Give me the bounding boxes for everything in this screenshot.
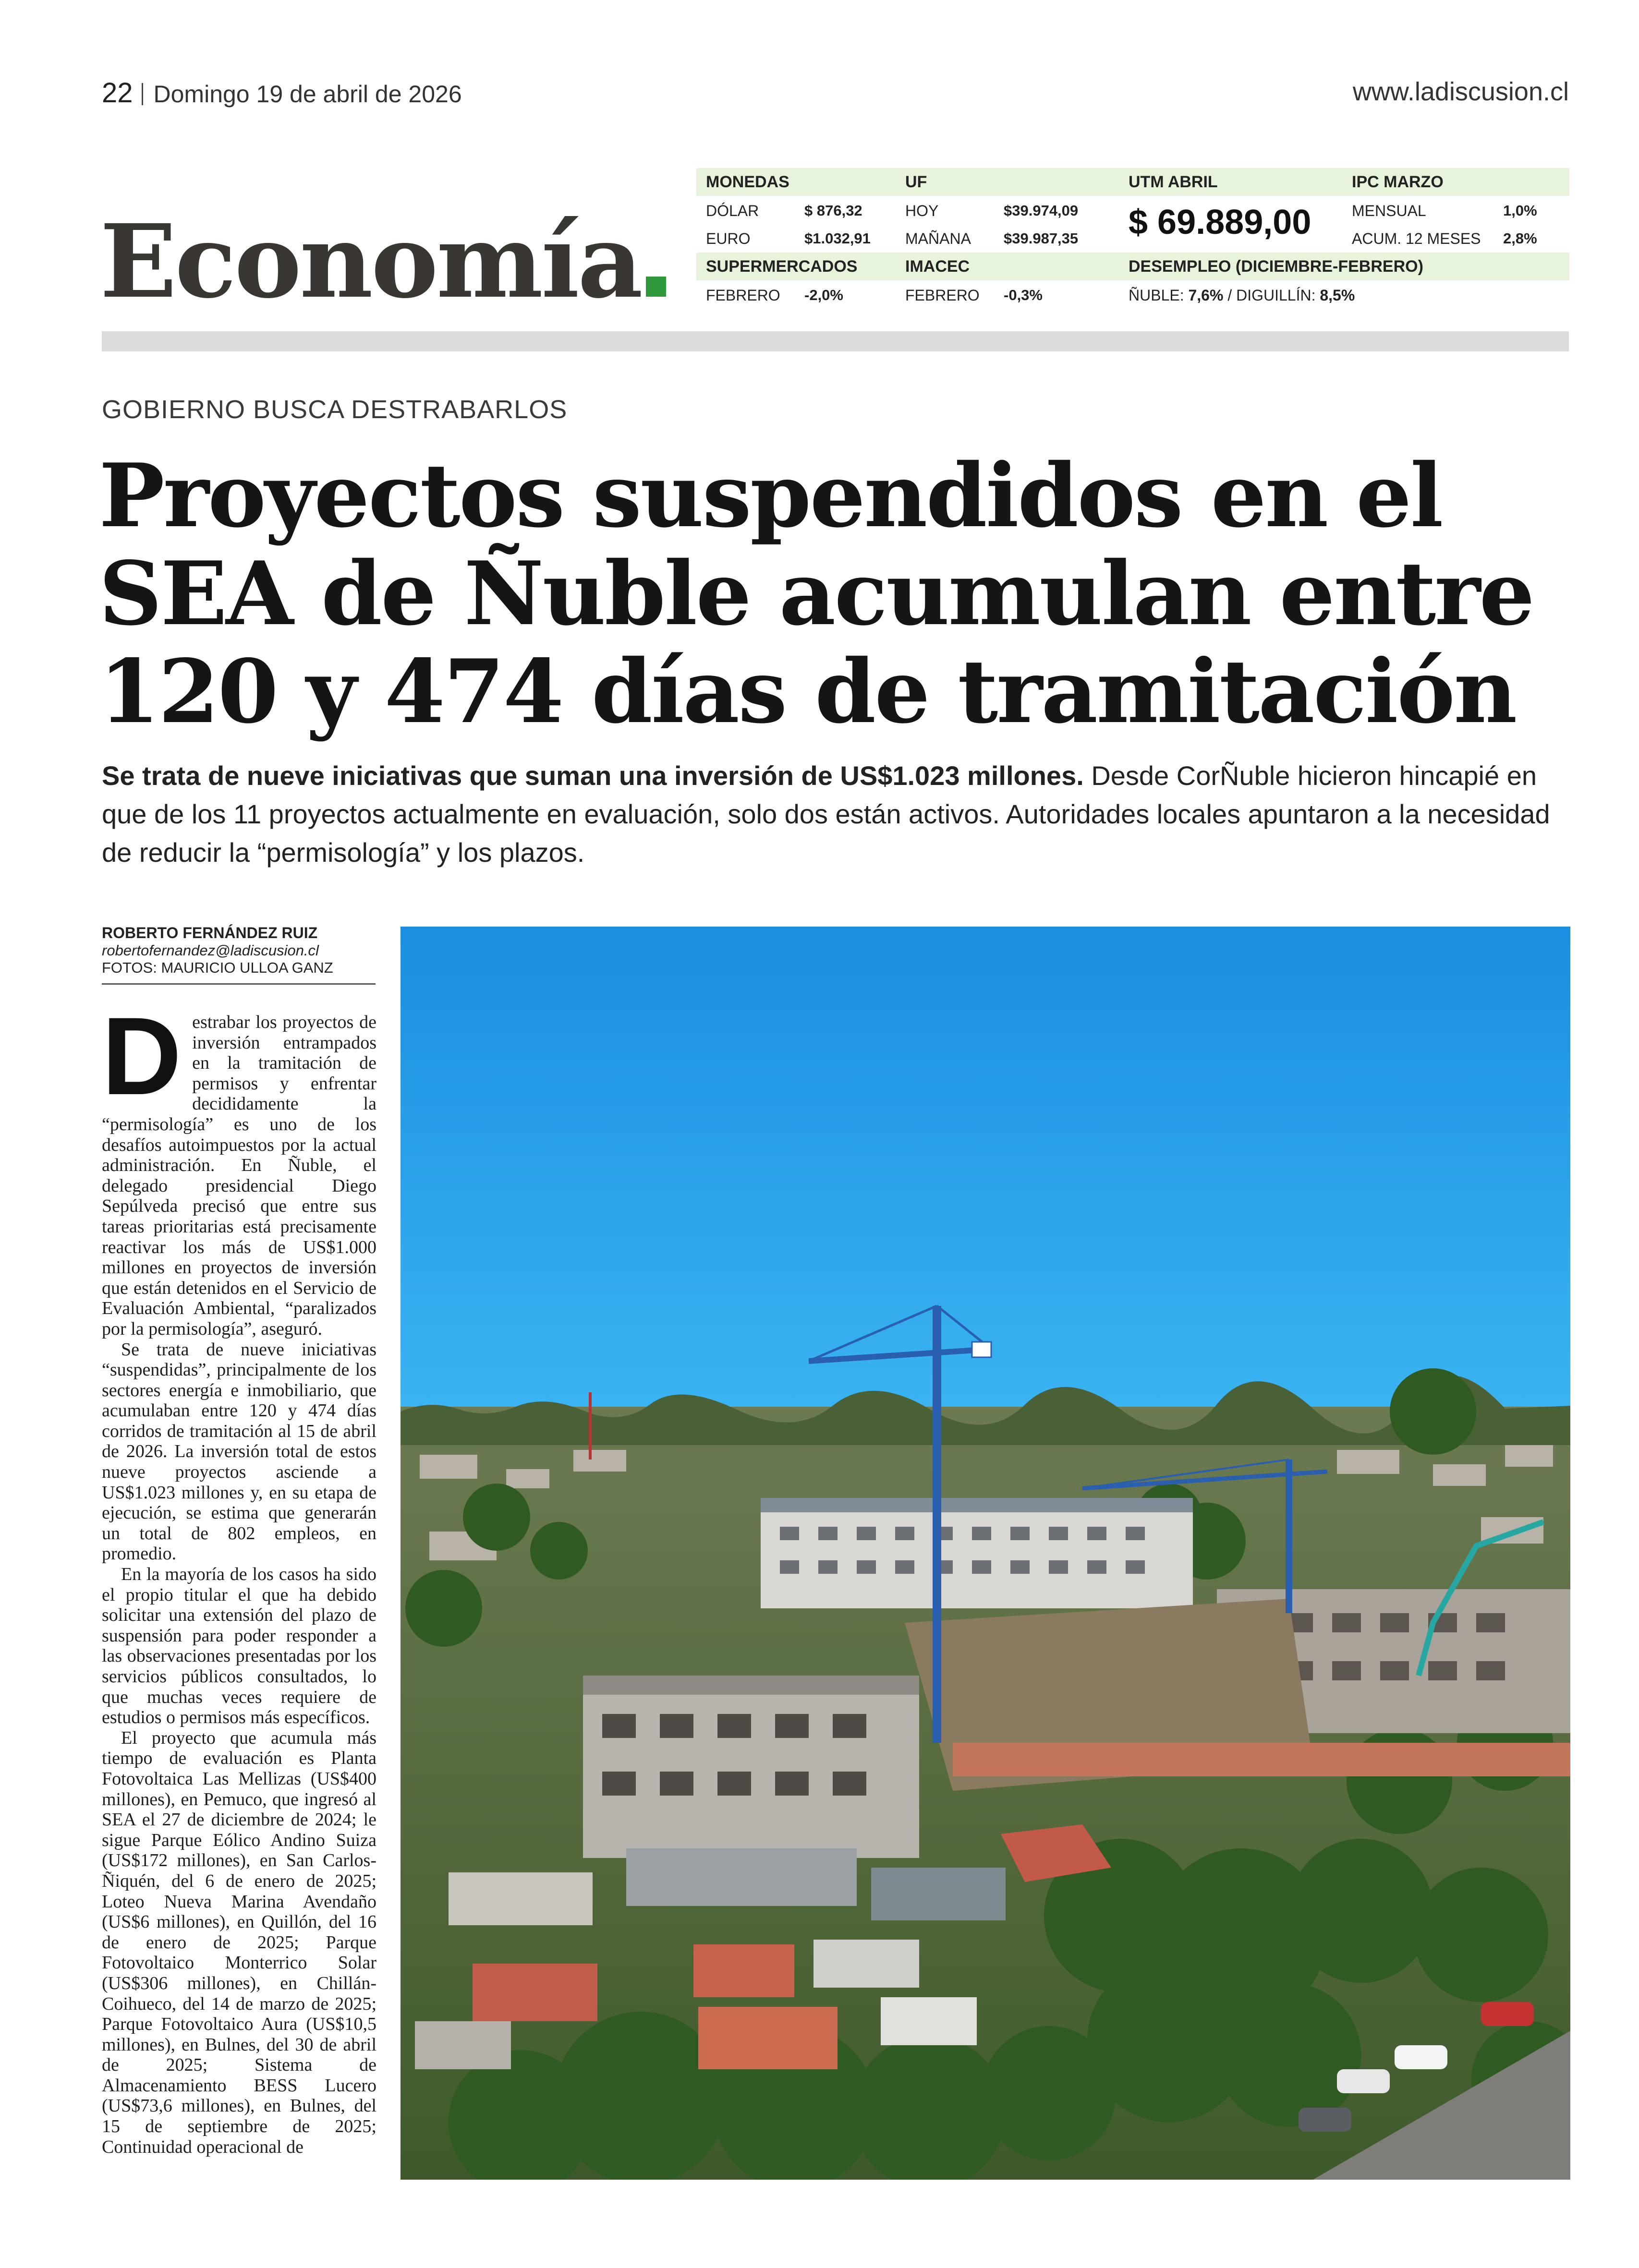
desempleo-separator: / (1227, 287, 1232, 304)
ipc-mensual-value: 1,0% (1503, 202, 1537, 219)
article-body (102, 994, 376, 2157)
monedas-header: MONEDAS (706, 173, 789, 191)
headline-line: 120 y 474 días de tramitación (99, 640, 1516, 743)
supermercados-value: -2,0% (804, 287, 843, 303)
apartment-building-back (761, 1498, 1193, 1608)
euro-label: EURO (706, 230, 751, 247)
paragraph-text: estrabar los proyectos de inversión entrampados en la tramitación de permisos y enfrentar decididamente la “permisología” es uno de los desafíos autoimpuestos por la actual administración. En Ñuble, el delegado presidencial Diego Sepúlveda precisó que entre sus tareas prioritarias está precisamente reactivar los más de US$1.000 millones en proyectos de inversión que están detenidos en el Servicio de Evaluación Ambiental, “paralizados por la permisología”, aseguró. (102, 1012, 376, 1339)
desempleo-header: DESEMPLEO (DICIEMBRE-FEBRERO) (1129, 257, 1423, 276)
utm-value: $ 69.889,00 (1129, 203, 1311, 241)
article-deck (102, 757, 1571, 872)
uf-manana-label: MAÑANA (905, 230, 971, 247)
body-paragraph: En la mayoría de los casos ha sido el propio titular el que ha debido solicitar una extensión del plazo de suspensión para poder responder a las observaciones presentadas por los servicios públicos consultados, lo que muchas veces requiere de estudios o permisos más específicos. (102, 1564, 376, 1728)
deck-text: Desde CorÑuble hicieron hincapié en que de los 11 proyectos actualmente en evaluación, solo dos están activos. Autoridades locales apuntaron a la necesidad de reducir la “permisología” y los plazos. (102, 760, 1550, 868)
ipc-acum-value: 2,8% (1503, 230, 1537, 247)
ipc-header: IPC MARZO (1352, 173, 1444, 191)
dolar-label: DÓLAR (706, 202, 759, 219)
headline-line: SEA de Ñuble acumulan entre (99, 542, 1533, 645)
supermercados-label: FEBRERO (706, 287, 780, 304)
construction-aerial-photo (401, 927, 1570, 2180)
dolar-value: $ 876,32 (804, 202, 862, 219)
article-kicker: GOBIERNO BUSCA DESTRABARLOS (102, 395, 568, 424)
imacec-label: FEBRERO (905, 287, 980, 304)
ipc-acum-label: ACUM. 12 MESES (1352, 230, 1481, 247)
body-paragraph (102, 994, 376, 1339)
headline-line: Proyectos suspendidos en el (99, 444, 1442, 547)
desempleo-values (1129, 281, 1355, 309)
indicators-header-row (696, 168, 1569, 196)
sky (401, 927, 1570, 1411)
deck-lead: Se trata de nueve iniciativas que suman una inversión de US$1.023 millones. (102, 760, 1084, 791)
utm-header: UTM ABRIL (1129, 173, 1218, 191)
author-email[interactable]: robertofernandez@ladiscusion.cl (102, 942, 319, 959)
body-paragraph: Se trata de nueve iniciativas “suspendidas”, principalmente de los sectores energía e inmobiliario, que acumulaban entre 120 y 474 días corridos de tramitación al 15 de abril de 2026. La inversión total de estos nueve proyectos asciende a US$1.023 millones y, en su etapa de ejecución, se estima que generarán un total de 802 empleos, en promedio. (102, 1339, 376, 1564)
uf-header: UF (905, 173, 927, 191)
section-divider-bar (102, 331, 1569, 351)
euro-value: $1.032,91 (804, 230, 871, 247)
uf-manana-value: $39.987,35 (1004, 230, 1079, 247)
uf-hoy-label: HOY (905, 202, 939, 219)
imacec-header: IMACEC (905, 257, 970, 276)
supermercados-header: SUPERMERCADOS (706, 257, 858, 276)
nuble-value: 7,6% (1188, 287, 1224, 304)
nuble-label: ÑUBLE: (1129, 287, 1184, 304)
section-title-text: Economía (100, 202, 641, 321)
ipc-mensual-label: MENSUAL (1352, 202, 1426, 219)
article-headline (99, 444, 1578, 743)
diguillin-label: DIGUILLÍN: (1236, 287, 1316, 304)
article-photo (401, 927, 1570, 2180)
imacec-value: -0,3% (1004, 287, 1043, 303)
indicators-header-row (696, 253, 1569, 280)
website-link[interactable]: www.ladiscusion.cl (1352, 77, 1569, 106)
issue-date: Domingo 19 de abril de 2026 (153, 81, 462, 108)
byline-rule (102, 983, 376, 985)
uf-hoy-value: $39.974,09 (1004, 202, 1079, 219)
site-wall (953, 1743, 1570, 1776)
page-folio (102, 77, 462, 109)
byline (102, 924, 333, 977)
indicators-row (696, 281, 1569, 309)
diguillin-value: 8,5% (1320, 287, 1355, 304)
page-number: 22 (102, 77, 133, 109)
author-name: ROBERTO FERNÁNDEZ RUIZ (102, 924, 318, 941)
folio-separator (142, 83, 143, 105)
body-paragraph: El proyecto que acumula más tiempo de evaluación es Planta Fotovoltaica Las Mellizas (US$400 millones), en Pemuco, que ingresó al SEA el 27 de diciembre de 2024; le sigue Parque Eólico Andino Suiza (US$172 millones), en San Carlos-Ñiquén, del 6 de enero de 2025; Loteo Nueva Marina Avendaño (US$6 millones), en Quillón, del 16 de enero de 2025; Parque Fotovoltaico Monterrico Solar (US$306 millones), en Chillán-Coihueco, del 14 de marzo de 2025; Parque Fotovoltaico Aura (US$10,5 millones), en Bulnes, del 30 de abril de 2025; Sistema de Almacenamiento BESS Lucero (US$73,6 millones), en Bulnes, del 15 de septiembre de 2025; Continuidad operacional de (102, 1727, 376, 2157)
construction-building-front (583, 1676, 919, 1858)
section-accent-square (646, 277, 666, 297)
section-title (100, 202, 666, 321)
photo-credit: FOTOS: MAURICIO ULLOA GANZ (102, 959, 333, 976)
drop-cap: D (102, 994, 182, 1118)
